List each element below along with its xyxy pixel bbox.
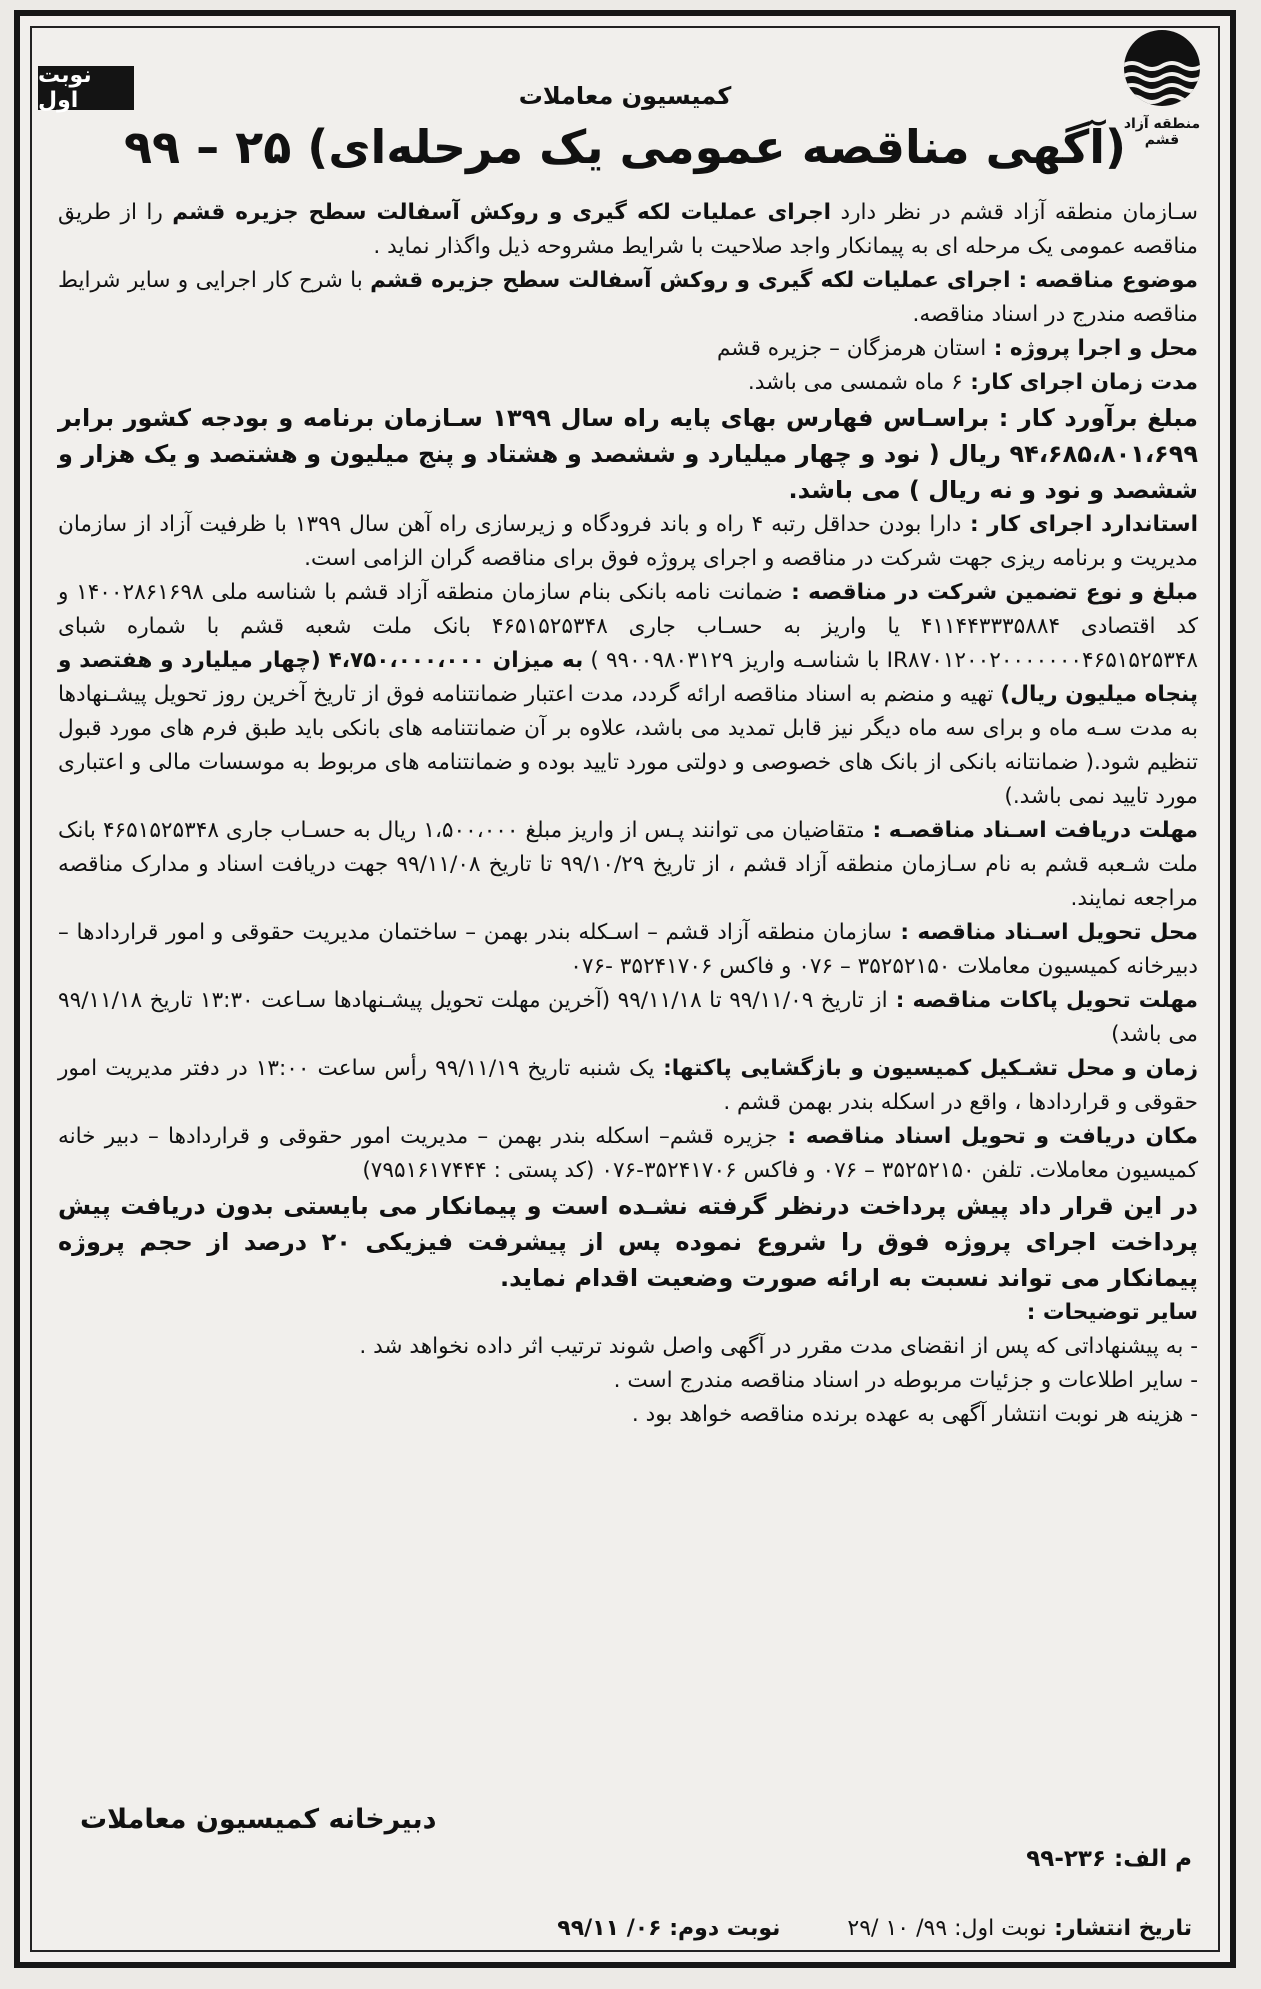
intro-paragraph: سـازمان منطقه آزاد قشم در نظر دارد اجرای عملیات لکه گیری و روکش آسفالت سطح جزیره قشم را از طریق مناقصه عمومی یک مرحله ای به پیمانکار واجد صلاحیت با شرایط مشروحه ذیل واگذار نماید . [58,200,1198,259]
note-item: - سایر اطلاعات و جزئیات مربوطه در اسناد مناقصه مندرج است . [613,1368,1198,1393]
notes-heading: سایر توضیحات : [1026,1300,1198,1325]
notice-body [58,196,1198,1432]
location-paragraph: محل و اجرا پروژه : استان هرمزگان – جزیره قشم [716,336,1198,361]
first-publication-date: نوبت اول: ۹۹/ ۱۰ /۲۹ [847,1916,1047,1941]
notice-title: (آگهی مناقصه عمومی یک مرحله‌ای) ۲۵ – ۹۹ [123,120,1127,174]
publish-dates [557,1916,1192,1941]
tender-notice-page [14,10,1236,1968]
delivery-deadline-paragraph: مهلت تحویل پاکات مناقصه : از تاریخ ۹۹/۱۱/۰۹ تا ۹۹/۱۱/۱۸ (آخرین مهلت تحویل پیشـنهادها سـاعت ۱۳:۳۰ تاریخ ۹۹/۱۱/۱۸ می باشد) [58,988,1198,1047]
guarantee-paragraph: مبلغ و نوع تضمین شرکت در مناقصه : ضمانت نامه بانکی بنام سازمان منطقه آزاد قشم با شناسه ملی ۱۴۰۰۲۸۶۱۶۹۸ و کد اقتصادی ۴۱۱۴۴۳۳۳۵۸۸۴ یا واریز به حسـاب جاری ۴۶۵۱۵۲۵۳۴۸ بانک ملت شعبه قشم با شماره شبای IR۸۷۰۱۲۰۰۲۰۰۰۰۰۰۰۴۶۵۱۵۲۵۳۴۸ با شناسـه واریز ۹۹۰۰۹۸۰۳۱۲۹ ) به میزان ۴،۷۵۰،۰۰۰،۰۰۰ (چهار میلیارد و هفتصد و پنجاه میلیون ریال) تهیه و منضم به اسناد مناقصه ارائه گردد، مدت اعتبار ضمانتنامه فوق از تاریخ آخرین روز تحویل پیشـنهادها به مدت سـه ماه و برای سه ماه دیگر نیز قابل تمدید می باشد، علاوه بر آن ضمانتنامه های بانکی باید طبق فرم های مورد قبول تنظیم شود.( ضمانتانه بانکی از بانک های خصوصی و دولتی مورد تایید بوده و ضمانتنامه های مربوط به موسسات مالی و اعتباری مورد تایید نمی باشد.) [58,580,1199,809]
note-item: - به پیشنهاداتی که پس از انقضای مدت مقرر در آگهی واصل شوند ترتیب اثر داده نخواهد شد . [359,1334,1198,1359]
signature: دبیرخانه کمیسیون معاملات [80,1804,437,1835]
note-item: - هزینه هر نوبت انتشار آگهی به عهده برنده مناقصه خواهد بود . [631,1402,1198,1427]
organization-heading: کمیسیون معاملات [518,82,732,110]
estimate-paragraph: مبلغ برآورد کار : براسـاس فهارس بهای پایه راه سال ۱۳۹۹ سـازمان برنامه و بودجه کشور برابر ۹۴،۶۸۵،۸۰۱،۶۹۹ ریال ( نود و چهار میلیارد و ششصد و هشتاد و پنج میلیون و هشتصد و یک هزار و ششصد و نود و نه ریال ) می باشد. [58,404,1199,504]
opening-paragraph: زمان و محل تشـکیل کمیسیون و بازگشایی پاکتها: یک شنبه تاریخ ۹۹/۱۱/۱۹ رأس ساعت ۱۳:۰۰ در دفتر مدیریت امور حقوقی و قراردادها ، واقع در اسکله بندر بهمن قشم . [58,1056,1199,1115]
delivery-place-paragraph: محل تحویل اسـناد مناقصه : سازمان منطقه آزاد قشم – اسـکله بندر بهمن – ساختمان مدیریت حقوقی و امور قراردادها – دبیرخانه کمیسیون معاملات ۳۵۲۵۲۱۵۰ – ۰۷۶ و فاکس ۳۵۲۴۱۷۰۶ -۰۷۶ [58,920,1198,979]
receive-place-paragraph: مکان دریافت و تحویل اسناد مناقصه : جزیره قشم– اسکله بندر بهمن – مدیریت امور حقوقی و قراردادها – دبیر خانه کمیسیون معاملات. تلفن ۳۵۲۵۲۱۵۰ – ۰۷۶ و فاکس ۳۵۲۴۱۷۰۶-۰۷۶ (کد پستی : ۷۹۵۱۶۱۷۴۴۴) [58,1124,1198,1183]
second-publication-date: نوبت دوم: ۰۶/ ۹۹/۱۱ [557,1916,781,1941]
subject-paragraph: موضوع مناقصه : اجرای عملیات لکه گیری و روکش آسفالت سطح جزیره قشم با شرح کار اجرایی و سایر شرایط مناقصه مندرج در اسناد مناقصه. [58,268,1198,327]
first-publication-badge: نوبت اول [38,66,134,110]
duration-paragraph: مدت زمان اجرای کار: ۶ ماه شمسی می باشد. [747,370,1198,395]
prepayment-paragraph: در این قرار داد پیش پرداخت درنظر گرفته نشـده است و پیمانکار می بایستی بدون دریافت پیش پرداخت اجرای پروژه فوق را شروع نموده پس از پیشرفت فیزیکی ۲۰ درصد از حجم پروژه پیمانکار می تواند نسبت به ارائه صورت وضعیت اقدام نماید. [58,1192,1198,1292]
logo-caption: منطقه آزاد قشم [1123,116,1201,148]
standard-paragraph: استاندارد اجرای کار : دارا بودن حداقل رتبه ۴ راه و باند فرودگاه و زیرسازی راه آهن سال ۱۳۹۹ با ظرفیت آزاد از سازمان مدیریت و برنامه ریزی جهت شرکت در مناقصه و اجرای پروژه فوق برای مناقصه گران الزامی است. [58,512,1199,571]
documents-paragraph: مهلت دریافت اسـناد مناقصـه : متقاضیان می توانند پـس از واریز مبلغ ۱،۵۰۰،۰۰۰ ریال به حسـاب جاری ۴۶۵۱۵۲۵۳۴۸ بانک ملت شـعبه قشم به نام سـازمان منطقه آزاد قشم ، از تاریخ ۹۹/۱۰/۲۹ تا تاریخ ۹۹/۱۱/۰۸ جهت دریافت اسناد و مدارک مناقصه مراجعه نمایند. [58,818,1199,911]
publish-date-label: تاریخ انتشار: [1046,1916,1192,1941]
reference-number: م الف: ۲۳۶-۹۹ [1026,1846,1192,1872]
